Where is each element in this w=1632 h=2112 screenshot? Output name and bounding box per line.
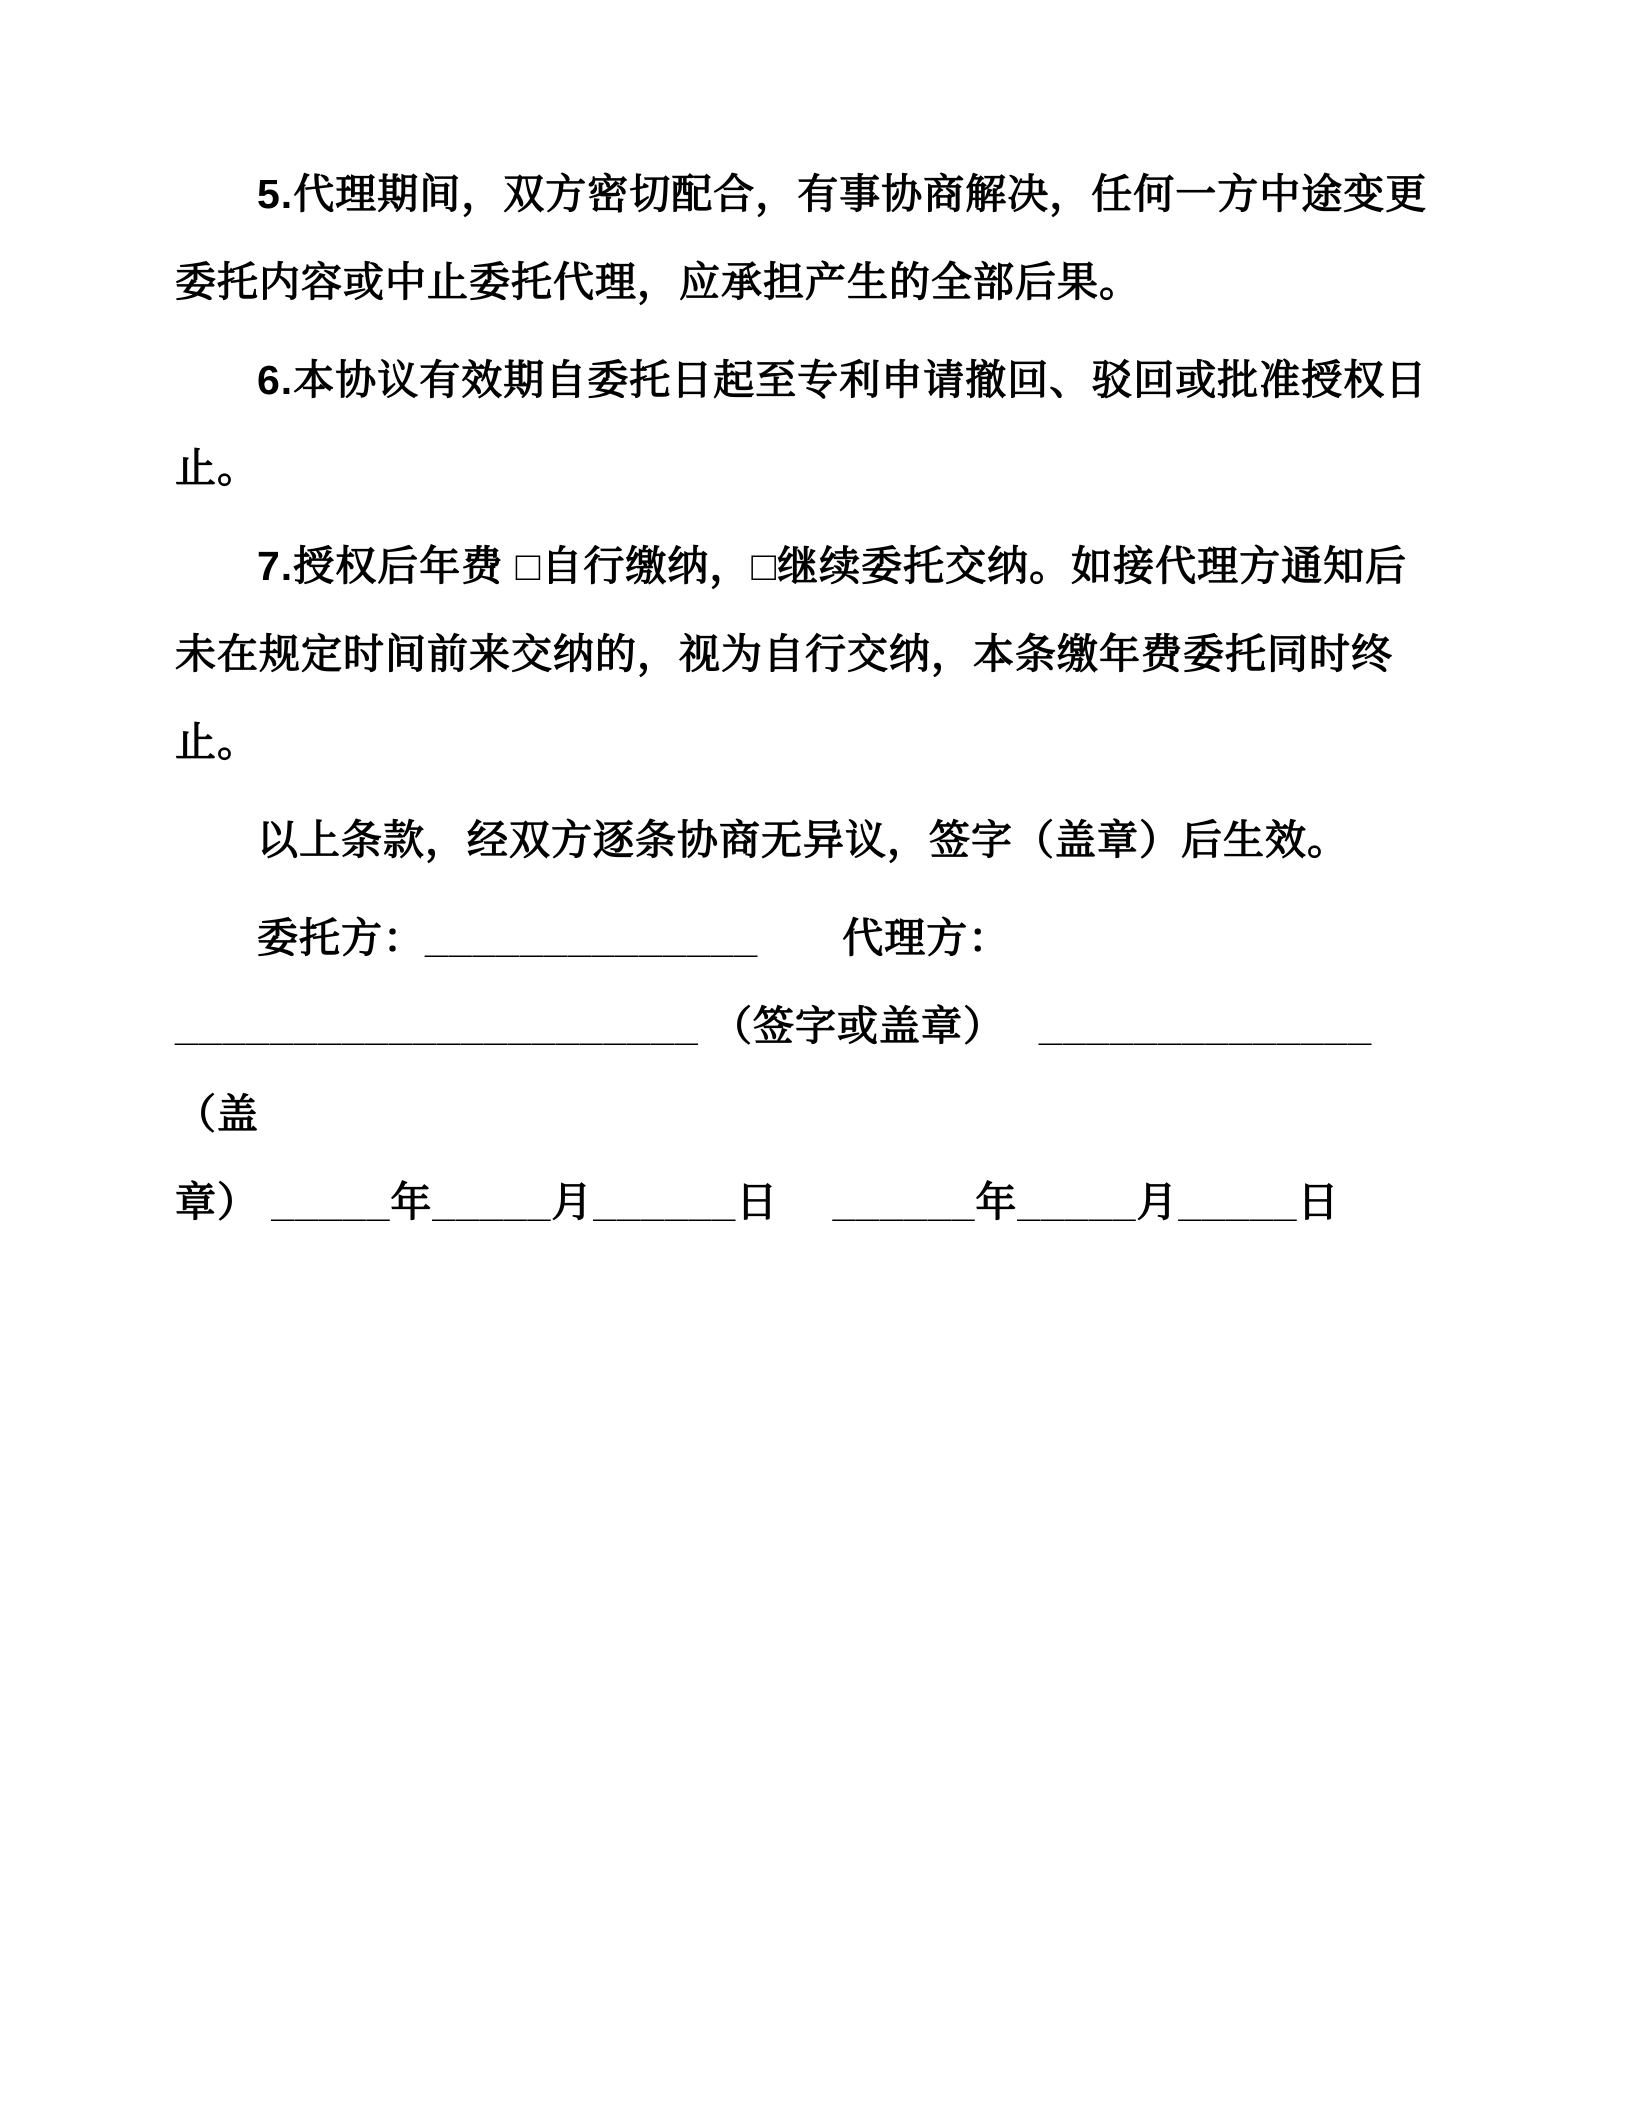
paragraph-clause-6 — [175, 336, 1462, 512]
text-line: 6.本协议有效期自委托日起至专利申请撤回、驳回或批准授权日 — [257, 357, 1428, 403]
document-body — [175, 150, 1462, 1246]
text-line: 未在规定时间前来交纳的，视为自行交纳，本条缴年费委托同时终止。 — [175, 631, 1393, 765]
text-line: 委托方：______________ 代理方： — [257, 915, 1011, 961]
paragraph-closing-statement — [175, 796, 1462, 884]
text-line: 委托内容或中止委托代理，应承担产生的全部后果。 — [175, 259, 1141, 305]
paragraph-clause-5 — [175, 150, 1462, 326]
text-line: 7.授权后年费 □自行缴纳，□继续委托交纳。如接代理方通知后 — [257, 543, 1408, 589]
paragraph-clause-7 — [175, 522, 1462, 786]
text-line: 章） _____年_____月______日 ______年_____月_____日 — [175, 1179, 1340, 1225]
paragraph-signature-block — [175, 894, 1462, 1246]
text-line: 止。 — [175, 445, 259, 491]
text-line: 以上条款，经双方逐条协商无异议，签字（盖章）后生效。 — [257, 817, 1349, 863]
text-line: 5.代理期间，双方密切配合，有事协商解决，任何一方中途变更 — [257, 171, 1428, 217]
text-line: ______________________ （签字或盖章） ______________ （盖 — [175, 1003, 1385, 1137]
